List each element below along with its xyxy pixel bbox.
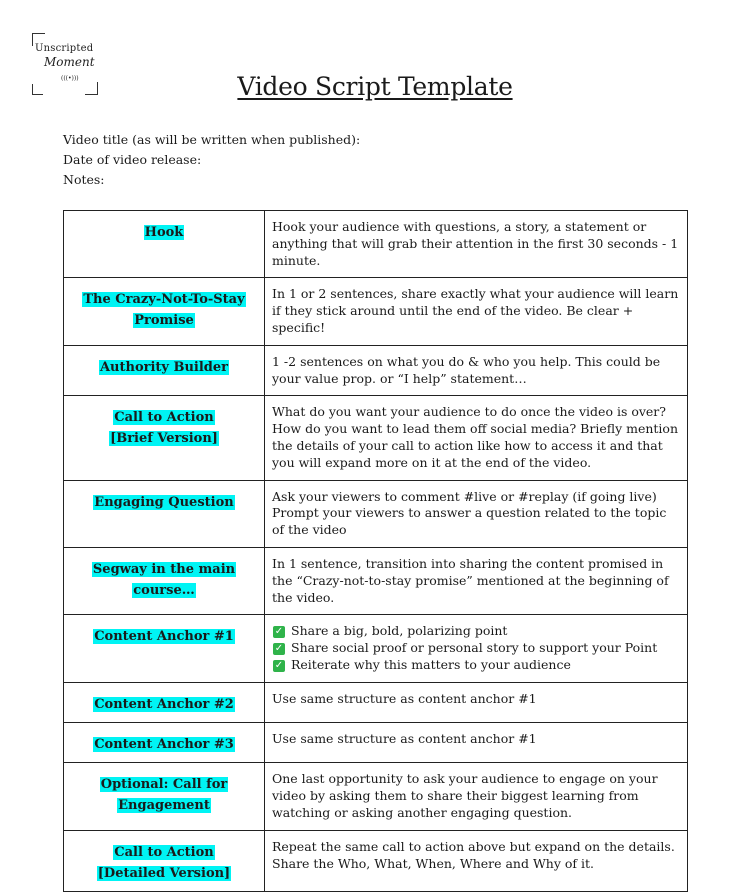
section-label: Segway in the main <box>92 561 236 577</box>
page-title: Video Script Template <box>237 72 513 101</box>
section-label: The Crazy-Not-To-Stay <box>83 292 245 308</box>
section-label: Content Anchor #3 <box>94 737 234 753</box>
section-description-cell <box>265 723 688 763</box>
video-meta <box>63 130 360 190</box>
script-row <box>64 763 688 830</box>
release-date-field: Date of video release: <box>63 152 202 167</box>
section-description: Repeat the same call to action above but expand on the details. Share the Who, What, When, Where and Why of it. <box>272 838 675 871</box>
script-row <box>64 278 688 345</box>
checklist-item <box>272 657 679 674</box>
section-label-cell <box>64 480 265 547</box>
section-description-cell <box>265 396 688 480</box>
section-label: Content Anchor #1 <box>94 629 234 645</box>
checkmark-icon: ✓ <box>274 625 284 637</box>
section-label: Optional: Call for <box>100 777 228 793</box>
section-description-cell <box>265 830 688 891</box>
section-description: In 1 or 2 sentences, share exactly what your audience will learn if they stick around until the end of the video. Be clear + specific! <box>272 286 679 335</box>
checkmark-icon: ✓ <box>274 642 284 654</box>
video-title-field: Video title (as will be written when published): <box>63 132 361 147</box>
checkmark-icon: ✓ <box>274 659 284 671</box>
checklist-text: Reiterate why this matters to your audience <box>291 657 571 673</box>
section-description: Ask your viewers to comment #live or #replay (if going live) Prompt your viewers to answer a question related to the topic of the video <box>272 488 667 538</box>
section-label: Call to Action <box>114 410 214 426</box>
section-label-cell <box>64 683 265 723</box>
notes-field: Notes: <box>63 172 105 187</box>
section-label: Engagement <box>118 798 210 814</box>
section-label: course… <box>133 582 195 598</box>
section-description: One last opportunity to ask your audience to engage on your video by asking them to share their biggest learning from watching or asking another engaging question. <box>272 771 658 820</box>
section-description: What do you want your audience to do once the video is over? How do you want to lead them off social media? Briefly mention the details of your call to action like how to access it and that you will expand more on it at the end of the video. <box>272 404 678 470</box>
section-description: 1 -2 sentences on what you do & who you help. This could be your value prop. or “I help” statement… <box>272 353 661 386</box>
broadcast-icon: (((•))) <box>61 75 79 82</box>
script-row <box>64 396 688 480</box>
script-row <box>64 615 688 683</box>
script-row <box>64 211 688 278</box>
section-label-cell <box>64 723 265 763</box>
section-label: Content Anchor #2 <box>94 697 234 713</box>
section-label-cell <box>64 615 265 683</box>
section-label-cell <box>64 345 265 396</box>
logo-text-moment: Moment <box>44 55 95 69</box>
section-description-cell <box>265 683 688 723</box>
section-description-cell <box>265 547 688 614</box>
section-label: Engaging Question <box>94 494 234 510</box>
section-description: In 1 sentence, transition into sharing the content promised in the “Crazy-not-to-stay promise” mentioned at the beginning of the video. <box>272 555 669 605</box>
script-row <box>64 723 688 763</box>
checklist-text: Share a big, bold, polarizing point <box>291 623 508 639</box>
section-description: Hook your audience with questions, a story, a statement or anything that will grab their attention in the first 30 seconds - 1 minute. <box>272 219 679 268</box>
section-label: Hook <box>144 225 184 240</box>
section-label-cell <box>64 763 265 830</box>
section-description: Use same structure as content anchor #1 <box>272 731 537 747</box>
script-row <box>64 547 688 614</box>
script-row <box>64 345 688 396</box>
checklist-item <box>272 623 679 640</box>
section-description-cell <box>265 615 688 683</box>
section-label: [Brief Version] <box>110 431 218 447</box>
section-label-cell <box>64 211 265 278</box>
section-label: Call to Action <box>114 844 214 860</box>
section-description-cell <box>265 345 688 396</box>
script-table <box>63 210 688 892</box>
section-label-cell <box>64 278 265 345</box>
section-description-cell <box>265 480 688 547</box>
logo-text-unscripted: Unscripted <box>35 43 94 54</box>
checklist-item <box>272 640 679 657</box>
section-label: Promise <box>134 313 194 329</box>
section-label: [Detailed Version] <box>97 865 231 881</box>
section-description-cell <box>265 211 688 278</box>
section-label-cell <box>64 830 265 891</box>
section-label-cell <box>64 547 265 614</box>
section-description-cell <box>265 763 688 830</box>
section-description-cell <box>265 278 688 345</box>
checklist-text: Share social proof or personal story to support your Point <box>291 640 658 656</box>
section-label-cell <box>64 396 265 480</box>
section-description: Use same structure as content anchor #1 <box>272 691 537 707</box>
script-row <box>64 830 688 891</box>
section-label: Authority Builder <box>99 359 229 375</box>
script-row <box>64 683 688 723</box>
script-row <box>64 480 688 547</box>
